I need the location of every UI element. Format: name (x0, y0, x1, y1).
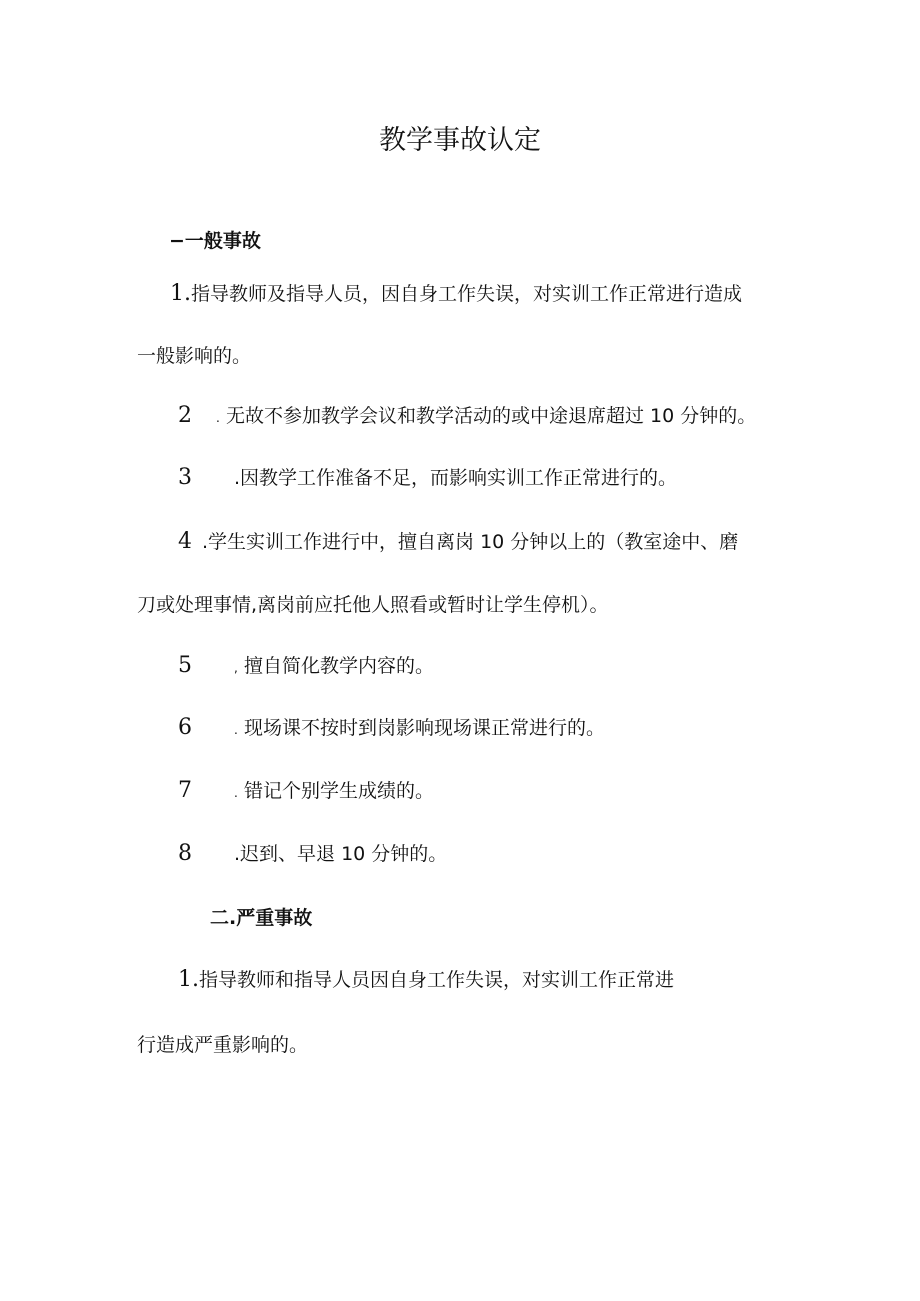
item-text: 擅自简化教学内容的。 (244, 655, 435, 677)
item-number: 1. (178, 967, 199, 992)
list-item (178, 779, 434, 805)
list-item (178, 654, 434, 680)
list-item (178, 466, 677, 490)
item-separator: . (234, 786, 238, 800)
document-title: 教学事故认定 (379, 125, 541, 156)
list-item (178, 968, 674, 992)
item-text: 错记个别学生成绩的。 (244, 780, 435, 802)
list-item (178, 716, 605, 742)
item-text: .迟到、早退 10 分钟的。 (234, 843, 448, 865)
item-text: 无故不参加教学会议和教学活动的或中途退席超过 10 分钟的。 (226, 405, 757, 427)
list-item-continuation: 一般影响的。 (137, 345, 252, 367)
item-text: 指导教师及指导人员，因自身工作失误，对实训工作正常进行造成 (191, 283, 743, 305)
item-separator: . (216, 411, 220, 425)
list-item-continuation: 刀或处理事情,离岗前应托他人照看或暂时让学生停机）。 (137, 594, 609, 616)
item-number: 7 (178, 778, 192, 803)
item-text: 指导教师和指导人员因自身工作失误，对实训工作正常进 (199, 969, 675, 991)
item-separator: , (234, 661, 238, 675)
section-heading: 二.严重事故 (210, 907, 313, 929)
list-item (178, 842, 447, 866)
list-item (178, 530, 738, 554)
item-text: .因教学工作准备不足，而影响实训工作正常进行的。 (234, 467, 678, 489)
list-item (170, 282, 742, 306)
item-number: 3 (178, 465, 192, 490)
item-number: 1. (170, 281, 191, 306)
list-item (178, 404, 756, 430)
item-number: 6 (178, 715, 192, 740)
item-text: .学生实训工作进行中，擅自离岗 10 分钟以上的（教室途中、磨 (202, 531, 739, 553)
item-number: 2 (178, 403, 192, 428)
item-separator: . (234, 723, 238, 737)
section-heading: −一般事故 (169, 230, 261, 252)
item-text: 现场课不按时到岗影响现场课正常进行的。 (244, 717, 606, 739)
item-number: 8 (178, 841, 192, 866)
list-item-continuation: 行造成严重影响的。 (137, 1034, 309, 1056)
item-number: 4 (178, 529, 192, 554)
item-number: 5 (178, 653, 192, 678)
